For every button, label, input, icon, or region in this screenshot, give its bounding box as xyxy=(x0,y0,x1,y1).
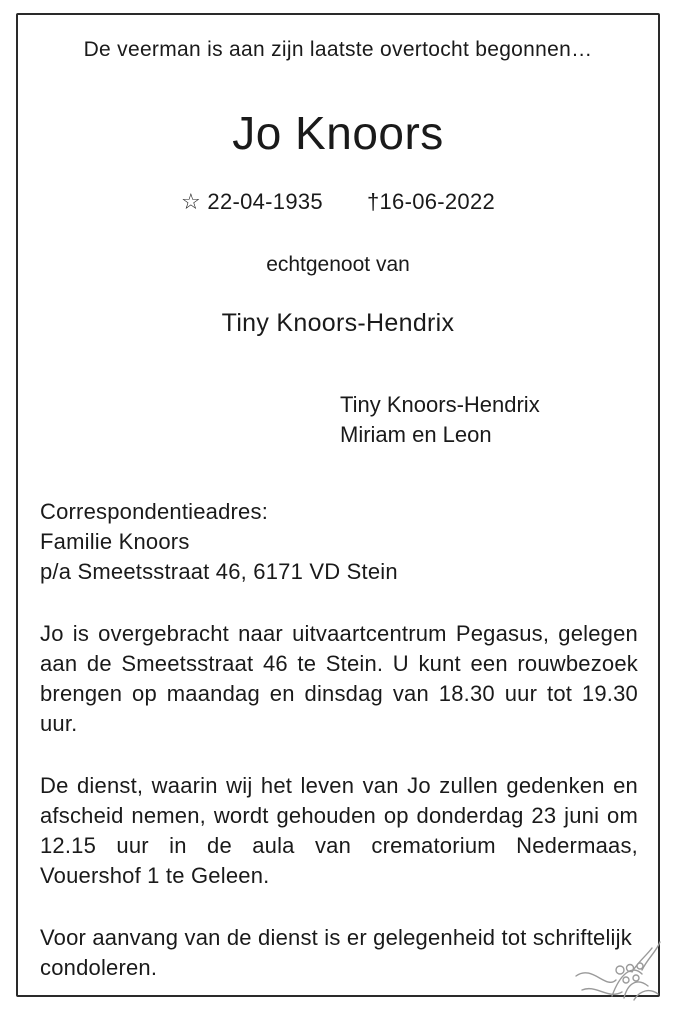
visit-paragraph: Jo is overgebracht naar uitvaartcentrum Pegasus, gelegen aan de Smeetsstraat 46 te Stein. U kunt een rouwbezoek brengen op maandag en dinsdag van 18.30 uur tot 19.30 uur. xyxy=(40,621,638,736)
death-date: 16-06-2022 xyxy=(379,189,496,214)
signer-line: Miriam en Leon xyxy=(340,422,492,447)
publisher-mark-icon xyxy=(572,934,664,1006)
intro-line: De veerman is aan zijn laatste overtocht begonnen… xyxy=(83,38,593,61)
life-dates xyxy=(16,189,660,215)
correspondence-street: p/a Smeetsstraat 46, 6171 VD Stein xyxy=(40,559,398,584)
signers xyxy=(340,390,540,450)
correspondence-address xyxy=(40,497,638,587)
correspondence-name: Familie Knoors xyxy=(40,529,190,554)
cross-icon: † xyxy=(366,189,380,214)
service-paragraph: De dienst, waarin wij het leven van Jo zullen gedenken en afscheid nemen, wordt gehouden op donderdag 23 juni om 12.15 uur in de aula van crematorium Nedermaas, Vouershof 1 te Geleen. xyxy=(40,773,638,888)
condolence-paragraph: Voor aanvang van de dienst is er gelegenheid tot schriftelijk condoleren. xyxy=(40,925,632,980)
spouse-name: Tiny Knoors-Hendrix xyxy=(221,309,455,337)
correspondence-label: Correspondentieadres: xyxy=(40,499,269,524)
star-icon: ☆ xyxy=(180,189,201,214)
deceased-name: Jo Knoors xyxy=(232,107,444,159)
signer-line: Tiny Knoors-Hendrix xyxy=(340,392,540,417)
spouse-label: echtgenoot van xyxy=(266,253,410,276)
birth-date: 22-04-1935 xyxy=(207,189,323,214)
